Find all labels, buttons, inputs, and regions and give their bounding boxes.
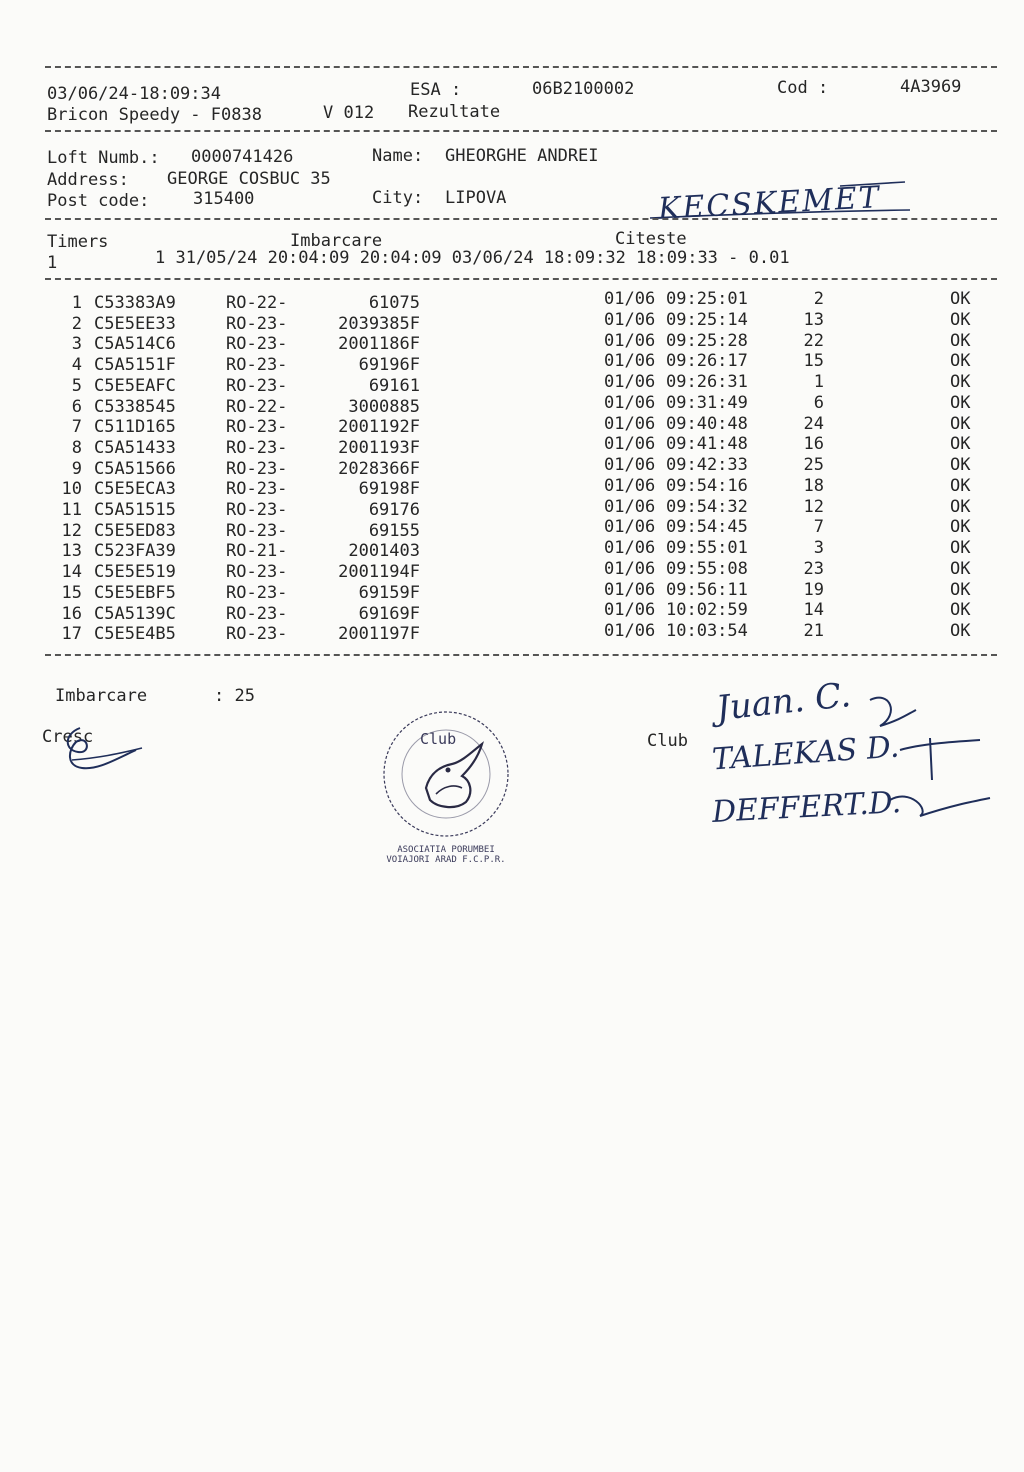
- row-status: OK: [950, 372, 971, 392]
- timers-imbarcare-label: Imbarcare: [290, 231, 383, 251]
- row-time: 10:03:54: [666, 621, 748, 641]
- row-index: 9: [71, 458, 82, 479]
- row-ring-number: 69155: [368, 520, 420, 541]
- row-ring-prefix: RO-23-: [226, 437, 288, 458]
- row-ring-number: 69198F: [358, 479, 420, 500]
- row-ring-number: 2001192F: [338, 417, 420, 438]
- row-position: 2: [813, 289, 824, 309]
- row-time: 09:54:32: [666, 496, 748, 517]
- row-index: 8: [71, 437, 82, 458]
- loft-label: Loft Numb.:: [47, 148, 160, 168]
- breeder-signature-icon: [58, 720, 158, 780]
- timers-label: Timers: [47, 232, 109, 252]
- row-chip: C5E5EAFC: [94, 375, 176, 396]
- row-chip: C5338545: [94, 396, 176, 417]
- row-chip: C5E5ED83: [94, 520, 176, 541]
- timers-row-index: 1: [47, 253, 58, 273]
- row-chip: C5A514C6: [94, 334, 176, 355]
- row-time: 10:02:59: [666, 600, 748, 621]
- row-index: 2: [71, 313, 82, 334]
- footer-club-label: Club: [647, 731, 688, 751]
- table-row: [0, 413, 1024, 438]
- row-index: 17: [61, 624, 82, 645]
- table-row: [0, 330, 1024, 355]
- row-ring-prefix: RO-23-: [226, 375, 288, 396]
- row-date: 01/06: [604, 434, 656, 455]
- row-date: 01/06: [604, 621, 656, 641]
- row-date: 01/06: [604, 351, 656, 372]
- row-time: 09:40:48: [666, 413, 748, 434]
- separator-top: [45, 66, 997, 68]
- row-status: OK: [950, 455, 971, 475]
- row-ring-number: 2001197F: [338, 624, 420, 645]
- name-value: GHEORGHE ANDREI: [445, 146, 599, 166]
- row-position: 12: [803, 496, 824, 517]
- row-status: OK: [950, 558, 971, 579]
- footer-imbarcare-label: Imbarcare: [55, 686, 148, 706]
- row-position: 18: [803, 475, 824, 496]
- row-ring-prefix: RO-23-: [226, 500, 288, 520]
- row-position: 19: [803, 579, 824, 600]
- row-status: OK: [950, 413, 971, 434]
- row-date: 01/06: [604, 413, 656, 434]
- row-date: 01/06: [604, 600, 656, 621]
- table-row: [0, 558, 1024, 583]
- row-index: 16: [61, 603, 82, 624]
- row-ring-prefix: RO-23-: [226, 562, 288, 583]
- row-position: 6: [813, 392, 824, 413]
- row-time: 09:54:16: [666, 475, 748, 496]
- stamp-club-label: Club: [420, 730, 457, 748]
- row-status: OK: [950, 309, 971, 330]
- row-position: 23: [803, 558, 824, 579]
- row-ring-number: 69196F: [358, 355, 420, 376]
- row-position: 13: [803, 309, 824, 330]
- timers-citeste-label: Citeste: [615, 229, 687, 249]
- row-time: 09:25:28: [666, 330, 748, 351]
- header-device: Bricon Speedy - F0838: [47, 105, 262, 125]
- row-ring-prefix: RO-23-: [226, 603, 288, 624]
- row-ring-prefix: RO-21-: [226, 541, 288, 562]
- row-ring-number: 69159F: [358, 582, 420, 603]
- table-row: [0, 392, 1024, 418]
- row-index: 4: [71, 355, 82, 376]
- row-index: 13: [61, 541, 82, 562]
- row-index: 1: [71, 293, 82, 313]
- row-date: 01/06: [604, 517, 656, 538]
- table-row: [0, 434, 1024, 459]
- address-value: GEORGE COSBUC 35: [167, 169, 331, 189]
- row-chip: C5E5E4B5: [94, 624, 176, 645]
- row-chip: C5E5EE33: [94, 313, 176, 334]
- header-cod-value: 4A3969: [900, 77, 962, 97]
- row-status: OK: [950, 538, 971, 558]
- header-esa-value: 06B2100002: [532, 79, 635, 99]
- row-ring-number: 2001193F: [338, 437, 420, 458]
- separator-timers: [45, 278, 997, 280]
- row-date: 01/06: [604, 455, 656, 475]
- row-status: OK: [950, 517, 971, 538]
- row-ring-prefix: RO-23-: [226, 520, 288, 541]
- row-chip: C5E5ECA3: [94, 479, 176, 500]
- row-date: 01/06: [604, 330, 656, 351]
- row-ring-prefix: RO-22-: [226, 293, 288, 313]
- table-row: [0, 538, 1024, 562]
- row-chip: C5A51433: [94, 437, 176, 458]
- club-signature-2: TALEKAS D.: [711, 729, 901, 778]
- row-chip: C5A5139C: [94, 603, 176, 624]
- row-chip: C5A51566: [94, 458, 176, 479]
- row-ring-prefix: RO-23-: [226, 417, 288, 438]
- header-datetime: 03/06/24-18:09:34: [47, 84, 221, 104]
- row-ring-prefix: RO-23-: [226, 582, 288, 603]
- row-ring-prefix: RO-23-: [226, 624, 288, 645]
- city-value: LIPOVA: [445, 188, 507, 208]
- row-date: 01/06: [604, 309, 656, 330]
- row-time: 09:26:17: [666, 351, 748, 372]
- row-chip: C511D165: [94, 417, 176, 438]
- row-status: OK: [950, 621, 971, 641]
- row-status: OK: [950, 496, 971, 517]
- table-row: [0, 309, 1024, 335]
- stamp-text: ASOCIATIA PORUMBEI VOIAJORI ARAD F.C.P.R.: [386, 845, 506, 865]
- row-time: 09:54:45: [666, 517, 748, 538]
- header-cod-label: Cod :: [777, 78, 829, 98]
- row-position: 1: [813, 372, 824, 392]
- row-index: 14: [61, 562, 82, 583]
- club-stamp-icon: [378, 706, 514, 842]
- row-date: 01/06: [604, 579, 656, 600]
- row-position: 16: [803, 434, 824, 455]
- row-position: 3: [813, 538, 824, 558]
- row-index: 5: [71, 375, 82, 396]
- row-ring-prefix: RO-22-: [226, 396, 288, 417]
- table-row: [0, 496, 1024, 521]
- row-date: 01/06: [604, 475, 656, 496]
- row-chip: C5A51515: [94, 500, 176, 520]
- row-time: 09:25:14: [666, 309, 748, 330]
- row-chip: C5E5EBF5: [94, 582, 176, 603]
- loft-value: 0000741426: [191, 147, 294, 167]
- table-row: [0, 351, 1024, 376]
- row-status: OK: [950, 475, 971, 496]
- row-position: 25: [803, 455, 824, 475]
- row-date: 01/06: [604, 538, 656, 558]
- row-index: 6: [71, 396, 82, 417]
- header-version: V 012: [323, 103, 375, 123]
- row-date: 01/06: [604, 558, 656, 579]
- row-ring-number: 69176: [368, 500, 420, 520]
- row-position: 15: [803, 351, 824, 372]
- row-date: 01/06: [604, 289, 656, 309]
- row-date: 01/06: [604, 392, 656, 413]
- row-chip: C523FA39: [94, 541, 176, 562]
- row-ring-number: 2001186F: [338, 334, 420, 355]
- table-row: [0, 475, 1024, 500]
- row-ring-number: 69161: [368, 375, 420, 396]
- handwritten-place: KECSKEMET: [657, 180, 882, 227]
- row-position: 24: [803, 413, 824, 434]
- row-chip: C5A5151F: [94, 355, 176, 376]
- header-esa-label: ESA :: [410, 80, 462, 100]
- table-row: [0, 372, 1024, 397]
- row-index: 15: [61, 582, 82, 603]
- row-ring-prefix: RO-23-: [226, 334, 288, 355]
- row-index: 3: [71, 334, 82, 355]
- row-time: 09:55:08: [666, 558, 748, 579]
- row-time: 09:42:33: [666, 455, 748, 475]
- table-row: [0, 517, 1024, 542]
- row-date: 01/06: [604, 496, 656, 517]
- footer-imbarcare-value: : 25: [214, 686, 255, 706]
- row-status: OK: [950, 392, 971, 413]
- row-status: OK: [950, 330, 971, 351]
- row-ring-prefix: RO-23-: [226, 479, 288, 500]
- postcode-label: Post code:: [47, 191, 150, 211]
- row-ring-prefix: RO-23-: [226, 458, 288, 479]
- row-position: 22: [803, 330, 824, 351]
- row-ring-number: 69169F: [358, 603, 420, 624]
- row-index: 12: [61, 520, 82, 541]
- row-time: 09:26:31: [666, 372, 748, 392]
- row-chip: C5E5E519: [94, 562, 176, 583]
- row-time: 09:25:01: [666, 289, 748, 309]
- postcode-value: 315400: [193, 189, 255, 209]
- address-label: Address:: [47, 170, 129, 190]
- row-position: 21: [803, 621, 824, 641]
- row-chip: C53383A9: [94, 293, 176, 313]
- city-label: City:: [372, 188, 424, 208]
- footer-cresc-label: Cresc: [42, 727, 94, 747]
- separator-results: [45, 654, 997, 656]
- row-ring-number: 2001194F: [338, 562, 420, 583]
- separator-header: [45, 130, 997, 132]
- table-row: [0, 600, 1024, 625]
- club-signature-1: Juan. C.: [714, 675, 853, 729]
- row-status: OK: [950, 434, 971, 455]
- row-index: 7: [71, 417, 82, 438]
- row-position: 14: [803, 600, 824, 621]
- row-ring-number: 3000885: [348, 396, 420, 417]
- row-time: 09:31:49: [666, 392, 748, 413]
- table-row: [0, 455, 1024, 480]
- header-mode: Rezultate: [408, 102, 501, 122]
- row-status: OK: [950, 579, 971, 600]
- table-row: [0, 579, 1024, 604]
- row-date: 01/06: [604, 372, 656, 392]
- separator-owner: [45, 218, 997, 220]
- row-time: 09:55:01: [666, 538, 748, 558]
- name-label: Name:: [372, 146, 424, 166]
- row-ring-prefix: RO-23-: [226, 355, 288, 376]
- row-ring-number: 2039385F: [338, 313, 420, 334]
- table-row: [0, 621, 1024, 645]
- row-ring-prefix: RO-23-: [226, 313, 288, 334]
- timers-row-data: 1 31/05/24 20:04:09 20:04:09 03/06/24 18:09:32 18:09:33 - 0.01: [155, 248, 790, 268]
- row-ring-number: 61075: [368, 293, 420, 313]
- row-index: 11: [61, 500, 82, 520]
- row-time: 09:56:11: [666, 579, 748, 600]
- row-time: 09:41:48: [666, 434, 748, 455]
- row-ring-number: 2001403: [348, 541, 420, 562]
- row-status: OK: [950, 289, 971, 309]
- club-signature-3: DEFFERT.D.: [711, 785, 902, 830]
- row-position: 7: [813, 517, 824, 538]
- row-status: OK: [950, 351, 971, 372]
- row-status: OK: [950, 600, 971, 621]
- table-row: [0, 289, 1024, 314]
- row-ring-number: 2028366F: [338, 458, 420, 479]
- signatures-flourish-icon: [860, 690, 1010, 830]
- row-index: 10: [61, 479, 82, 500]
